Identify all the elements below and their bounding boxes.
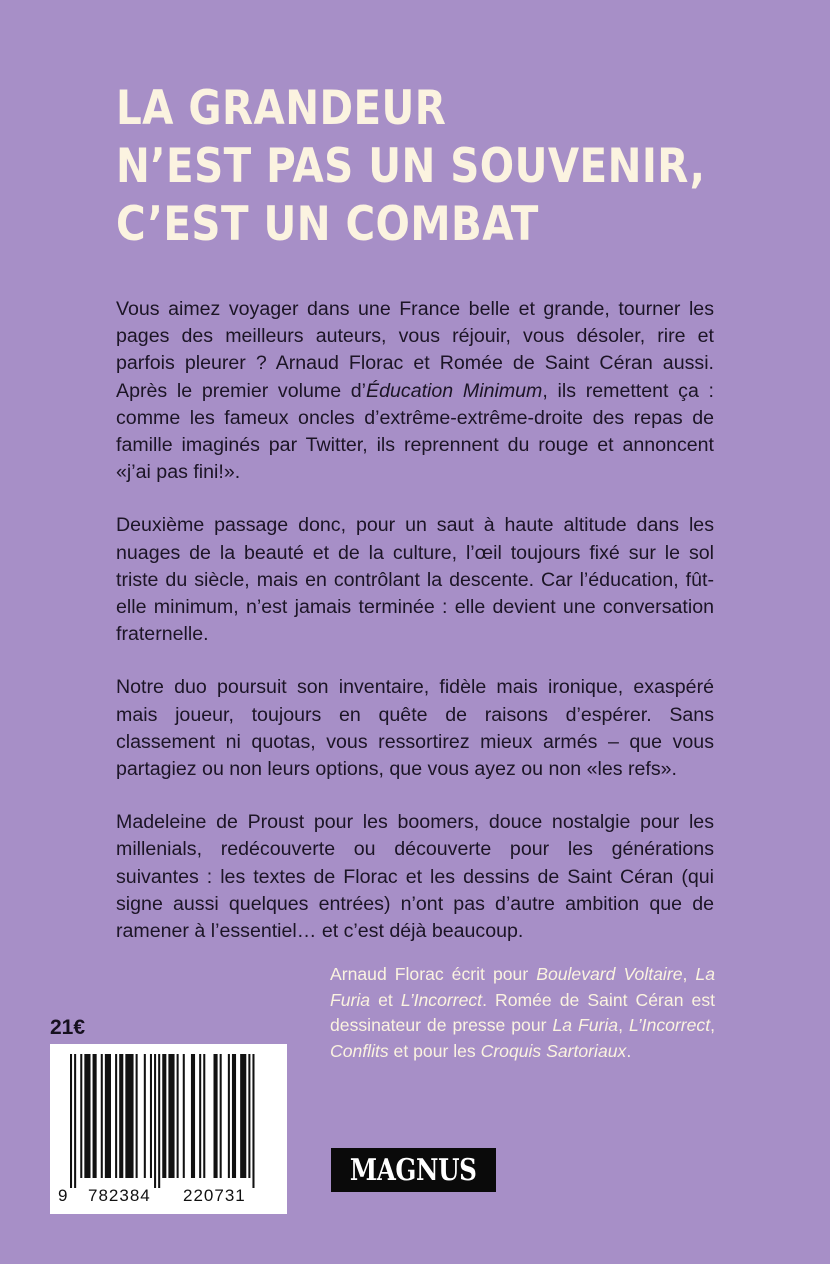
bio-media: L’Incorrect: [628, 1015, 711, 1036]
barcode-bar: [115, 1054, 117, 1178]
barcode-bar: [93, 1054, 97, 1178]
barcode-bar: [80, 1054, 82, 1178]
barcode-bar: [248, 1054, 250, 1178]
bio-media: La Furia: [552, 1015, 619, 1036]
publisher-name: MAGNUS: [350, 1152, 477, 1188]
headline-line-1: LA GRANDEUR: [116, 81, 447, 136]
bio-media: La Furia: [330, 964, 715, 1010]
bio-text: ,: [682, 964, 696, 984]
bio-text: . Romée de Saint Céran est dessinateur de presse pour: [330, 989, 716, 1036]
barcode-bar: [136, 1054, 138, 1178]
bio-media: L’Incorrect: [400, 989, 483, 1010]
headline-line-2: N’EST PAS UN SOUVENIR,: [116, 139, 706, 194]
barcode-bar: [105, 1054, 111, 1178]
barcode-bars: [68, 1054, 268, 1188]
barcode-bar: [162, 1054, 166, 1178]
barcode-bar: [144, 1054, 146, 1178]
bio-text: et pour les: [388, 1040, 481, 1061]
author-bio: [330, 962, 715, 1064]
barcode-bar: [74, 1054, 76, 1188]
bio-text: Arnaud Florac écrit pour: [330, 964, 537, 984]
barcode-bar: [183, 1054, 185, 1178]
barcode-bar: [168, 1054, 174, 1178]
barcode-bar: [199, 1054, 201, 1178]
barcode-bar: [154, 1054, 156, 1188]
bio-text: ,: [710, 1015, 716, 1036]
barcode-bar: [203, 1054, 205, 1178]
barcode-digit-prefix: 9: [58, 1186, 69, 1205]
headline: [116, 80, 706, 254]
blurb-paragraph-2: Deuxième passage donc, pour un saut à haute altitude dans les nuages de la beauté et de la culture, l’œil toujours fixé sur le sol triste du siècle, mais en contrôlant la descente. Car l’éducation, fût-elle minimum, n’est jamais terminée : elle devient une conversation fraternelle.: [116, 514, 714, 646]
barcode: [50, 1044, 287, 1214]
barcode-bar: [177, 1054, 179, 1178]
bio-media: Conflits: [330, 1040, 389, 1061]
barcode-bar: [240, 1054, 246, 1178]
barcode-bar: [150, 1054, 152, 1178]
blurb: [116, 296, 714, 945]
barcode-digits-left: 782384: [88, 1186, 151, 1205]
barcode-bar: [84, 1054, 90, 1178]
bio-text: et: [370, 989, 401, 1010]
book-title: Éducation Minimum: [366, 379, 543, 402]
blurb-paragraph-4: Madeleine de Proust pour les boomers, douce nostalgie pour les millenials, redécouverte ou découverte pour les générations suivantes : les textes de Florac et les dessins de Saint Céran (qui signe aussi quelques entrées) n’ont pas d’autre ambition que de ramener à l’essentiel… et c’est déjà beaucoup.: [116, 811, 714, 943]
publisher-logo: [331, 1148, 496, 1192]
barcode-bar: [214, 1054, 218, 1178]
blurb-text: Vous aimez voyager dans une France belle et grande, tourner les pages des meilleurs auteurs, vous réjouir, vous désoler, rire et parfois pleurer ? Arnaud Florac et Romée de Saint Céran aussi. Après le premier volume d’: [116, 298, 714, 402]
bio-text: ,: [618, 1015, 629, 1036]
barcode-bar: [119, 1054, 123, 1178]
headline-line-3: C’EST UN COMBAT: [116, 197, 539, 252]
barcode-bar: [125, 1054, 133, 1178]
price-label: 21€: [50, 1016, 86, 1039]
barcode-bar: [70, 1054, 72, 1188]
barcode-bar: [228, 1054, 230, 1178]
bio-media: Croquis Sartoriaux: [480, 1040, 627, 1061]
blurb-text: , ils remettent ça : comme les fameux oncles d’extrême-extrême-droite des repas de famille imaginés par Twitter, ils reprennent du rouge et annoncent «j’ai pas fini!».: [116, 379, 714, 484]
bio-media: Boulevard Voltaire: [536, 964, 683, 984]
barcode-bar: [158, 1054, 160, 1188]
barcode-bar: [252, 1054, 254, 1188]
blurb-paragraph-1: [116, 296, 714, 486]
barcode-digits-right: 220731: [183, 1186, 246, 1205]
blurb-paragraph-3: Notre duo poursuit son inventaire, fidèle mais ironique, exaspéré mais joueur, toujours en quête de raisons d’espérer. Sans classement ni quotas, vous ressortirez mieux armés – que vous partagiez ou non leurs options, que vous ayez ou non «les refs».: [116, 676, 714, 781]
bio-text: .: [626, 1040, 632, 1061]
barcode-bar: [232, 1054, 236, 1178]
barcode-bar: [191, 1054, 195, 1178]
barcode-bar: [220, 1054, 222, 1178]
barcode-bar: [101, 1054, 103, 1178]
